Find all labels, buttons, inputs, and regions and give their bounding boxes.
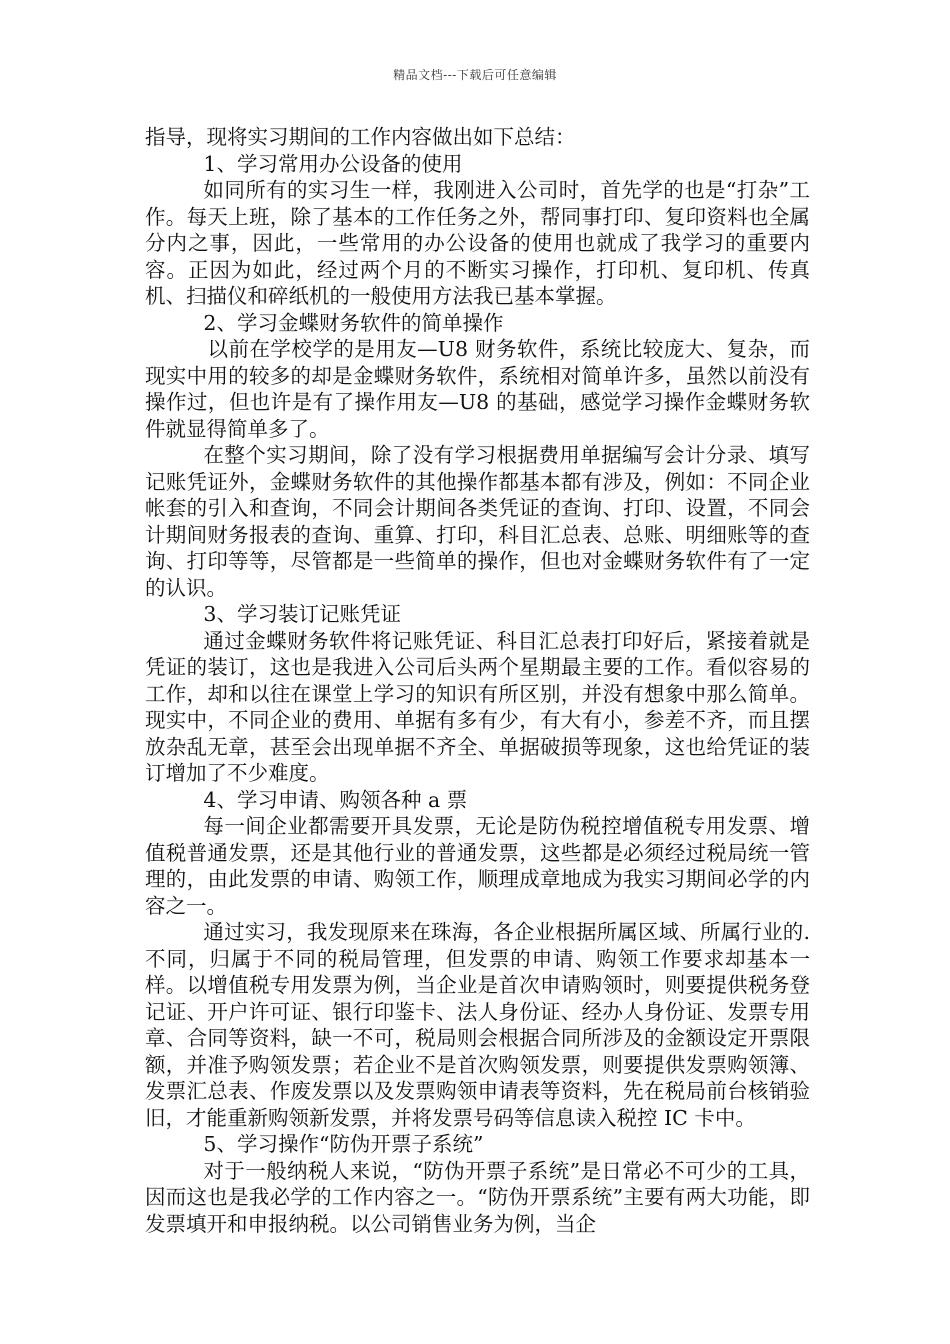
paragraph-invoice-intro: 每一间企业都需要开具发票，无论是防伪税控增值税专用发票、增值税普通发票，还是其他行业的普通发票，这些都是必须经过税局统一管理的，由此发票的申请、购领工作，顺理成章地成为我实习期间必学的内容之一。 bbox=[145, 814, 810, 918]
page-header: 精品文档---下载后可任意编辑 bbox=[393, 68, 557, 82]
paragraph-invoice-details: 通过实习，我发现原来在珠海，各企业根据所属区域、所属行业的.不同，归属于不同的税局管理，但发票的申请、购领工作要求却基本一样。以增值税专用发票为例，当企业是首次申请购领时，则要提供税务登记证、开户许可证、银行印鉴卡、法人身份证、经办人身份证、发票专用章、合同等资料，缺一不可，税局则会根据合同所涉及的金额设定开票限额，并准予购领发票；若企业不是首次购领发票，则要提供发票购领簿、发票汇总表、作废发票以及发票购领申请表等资料，先在税局前台核销验旧，才能重新购领新发票，并将发票号码等信息读入税控 IC 卡中。 bbox=[145, 920, 810, 1130]
section-heading-4: 4、学习申请、购领各种 a 票 bbox=[203, 787, 468, 812]
section-heading-1: 1、学习常用办公设备的使用 bbox=[203, 151, 463, 176]
paragraph-office-equipment: 如同所有的实习生一样，我刚进入公司时，首先学的也是“打杂”工作。每天上班，除了基本的工作任务之外，帮同事打印、复印资料也全属分内之事，因此，一些常用的办公设备的使用也就成了我学习的重要内容。正因为如此，经过两个月的不断实习操作，打印机、复印机、传真机、扫描仪和碎纸机的一般使用方法我已基本掌握。 bbox=[145, 178, 810, 308]
document-body bbox=[145, 124, 810, 1237]
section-heading-3: 3、学习装订记账凭证 bbox=[203, 602, 401, 626]
paragraph-kingdee-details: 在整个实习期间，除了没有学习根据费用单据编写会计分录、填写记账凭证外，金蝶财务软件的其他操作都基本都有涉及，例如：不同企业帐套的引入和查询，不同会计期间各类凭证的查询、打印、设置，不同会计期间财务报表的查询、重算、打印，科目汇总表、总账、明细账等的查询、打印等等，尽管都是一些简单的操作，但也对金蝶财务软件有了一定的认识。 bbox=[145, 443, 810, 600]
section-heading-5: 5、学习操作“防伪开票子系统” bbox=[203, 1132, 484, 1156]
paragraph-kingdee-intro: 以前在学校学的是用友—U8 财务软件，系统比较庞大、复杂，而现实中用的较多的却是金蝶财务软件，系统相对简单许多，虽然以前没有操作过，但也许是有了操作用友—U8 的基础，感觉学习操作金蝶财务软件就显得简单多了。 bbox=[145, 337, 810, 441]
paragraph-voucher-binding: 通过金蝶财务软件将记账凭证、科目汇总表打印好后，紧接着就是凭证的装订，这也是我进入公司后头两个星期最主要的工作。看似容易的工作，却和以往在课堂上学习的知识有所区别，并没有想象中那么简单。现实中，不同企业的费用、单据有多有少，有大有小，参差不齐，而且摆放杂乱无章，甚至会出现单据不齐全、单据破损等现象，这也给凭证的装订增加了不少难度。 bbox=[145, 628, 810, 785]
paragraph-anti-counterfeit-system: 对于一般纳税人来说，“防伪开票子系统”是日常必不可少的工具，因而这也是我必学的工作内容之一。“防伪开票系统”主要有两大功能，即发票填开和申报纳税。以公司销售业务为例，当企 bbox=[145, 1158, 810, 1236]
paragraph-intro: 指导，现将实习期间的工作内容做出如下总结： bbox=[145, 125, 576, 149]
section-heading-2: 2、学习金蝶财务软件的简单操作 bbox=[203, 310, 504, 335]
